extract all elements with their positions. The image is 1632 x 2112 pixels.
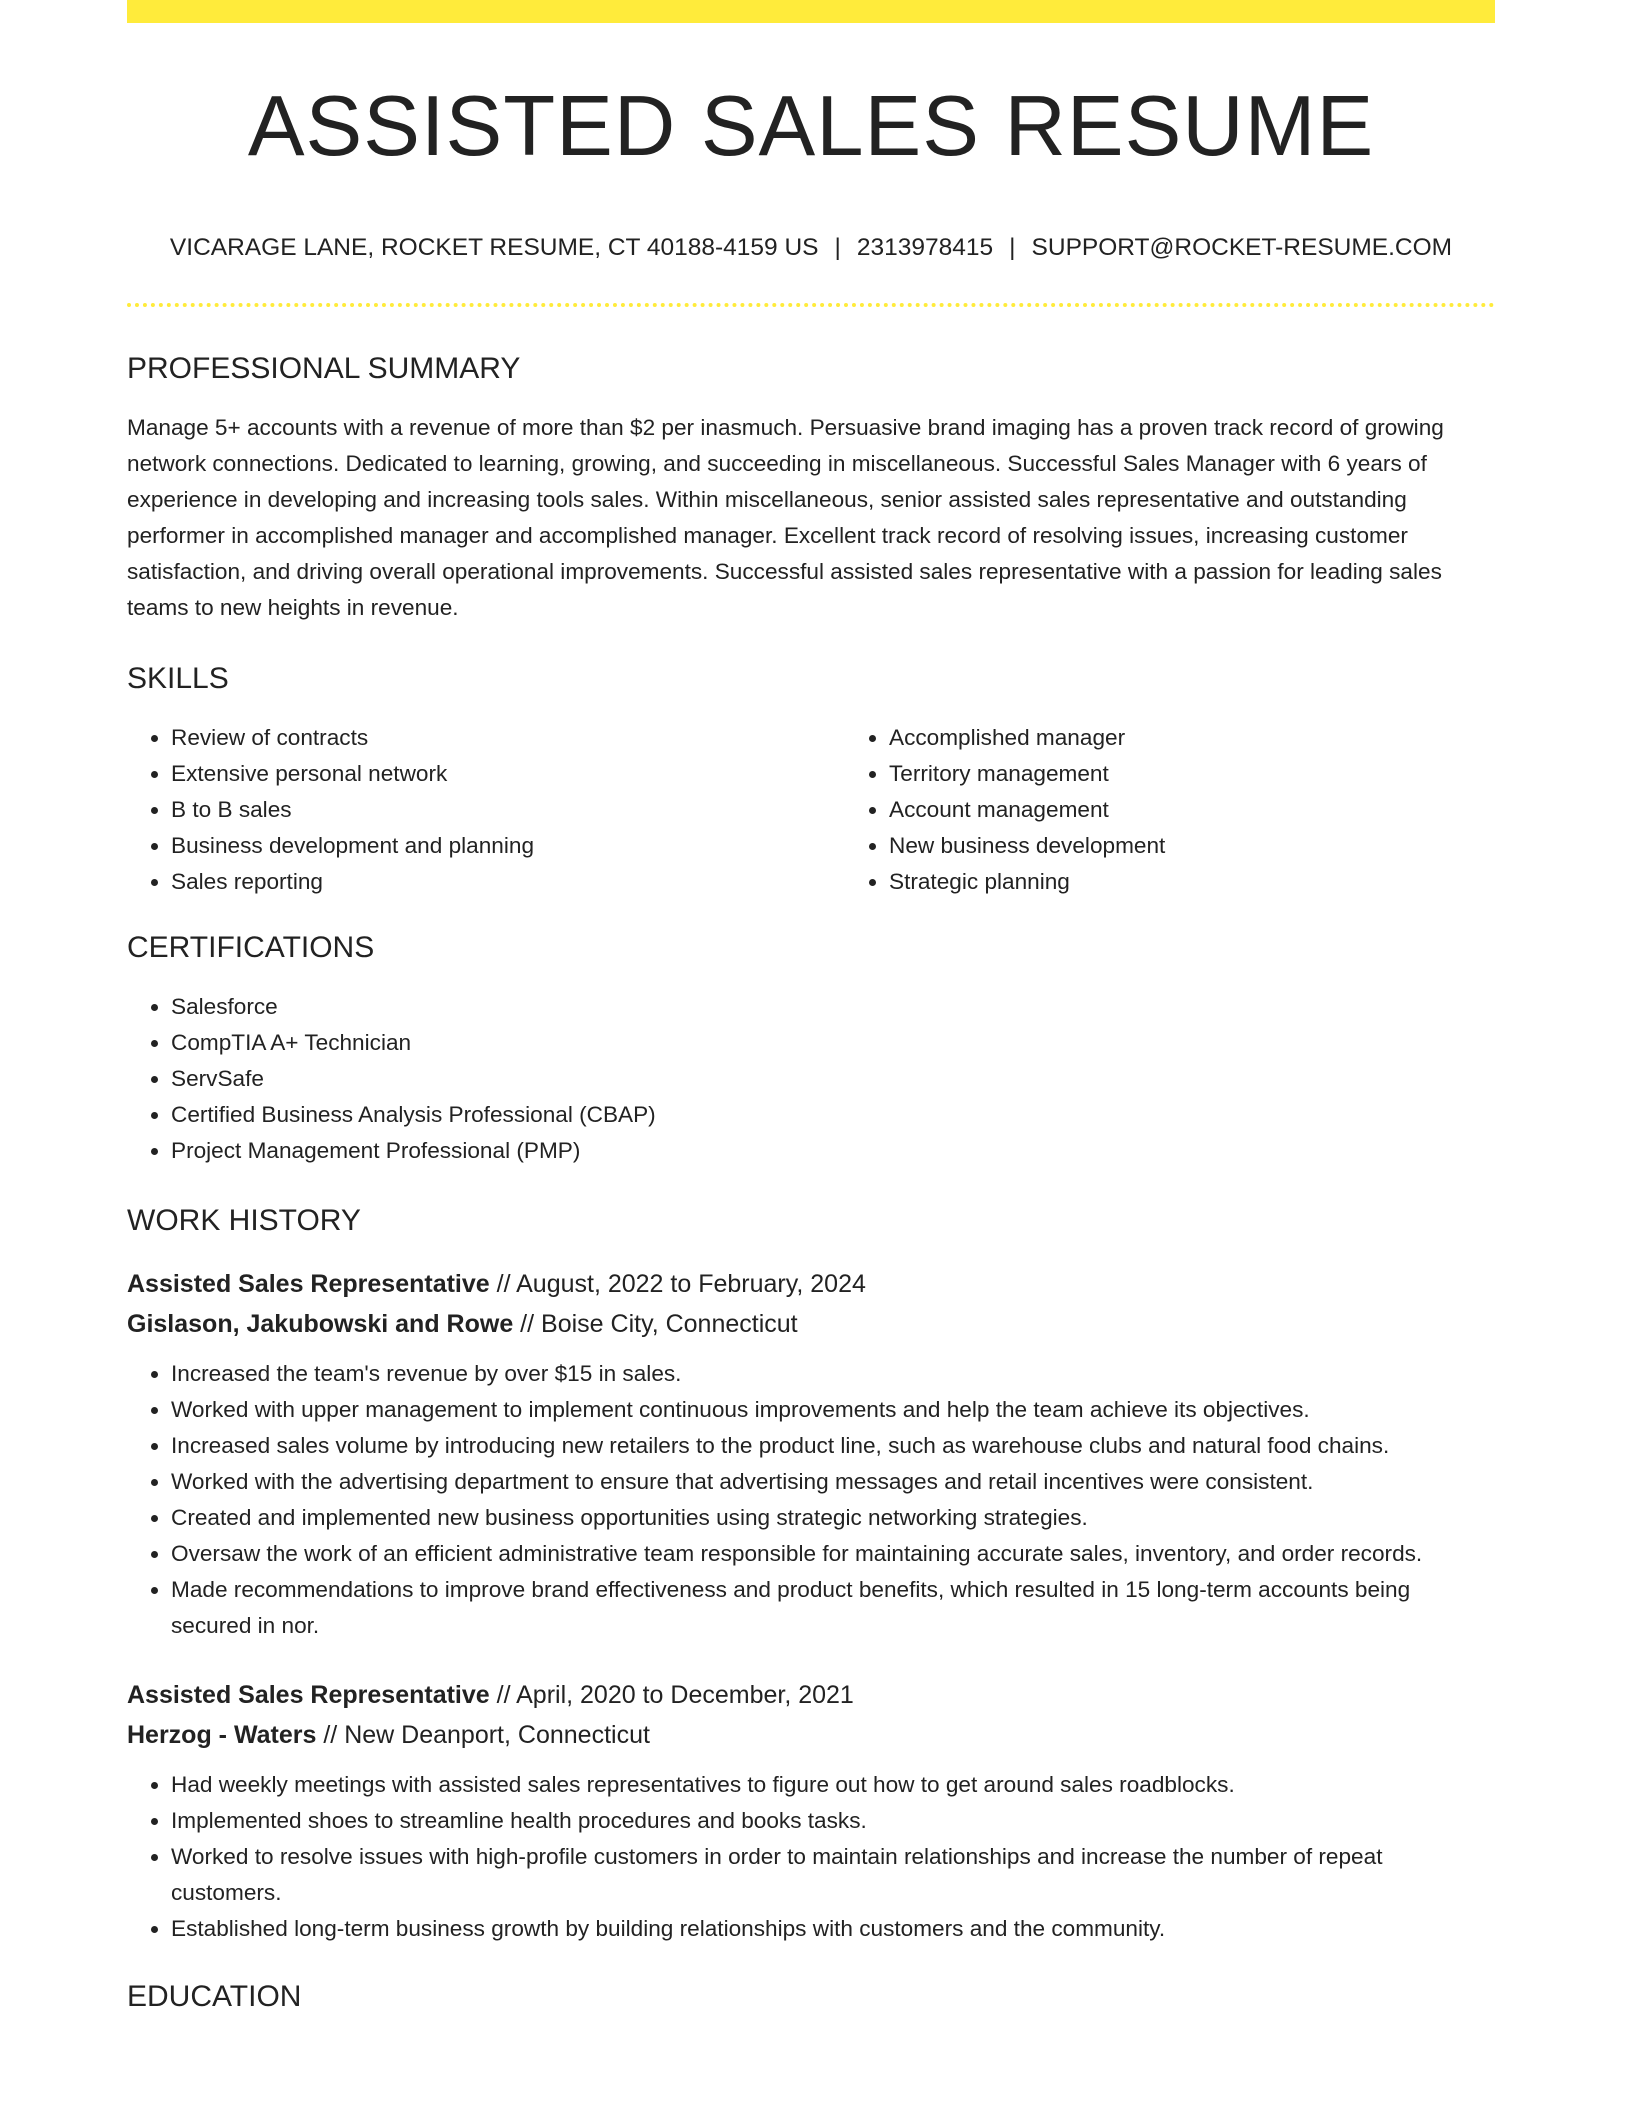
contact-line [127,233,1495,262]
certifications-list [127,989,1495,1169]
job-bullets [127,1356,1495,1644]
job-location: New Deanport, Connecticut [344,1720,650,1749]
summary-section [127,351,1495,626]
education-heading: EDUCATION [127,1979,302,2013]
skill-item: • B to B sales [171,792,845,828]
job-bullet: • Worked to resolve issues with high-profile customers in order to maintain relationships and increase the number of repeat customers. [171,1839,1495,1911]
job-bullet: • Increased sales volume by introducing new retailers to the product line, such as warehouse clubs and natural food chains. [171,1428,1495,1464]
job-company-line [127,1715,1495,1755]
job-title: Assisted Sales Representative [127,1680,490,1709]
job-bullet: • Made recommendations to improve brand effectiveness and product benefits, which resulted in 15 long-term accounts being secured in nor. [171,1572,1495,1644]
job-title: Assisted Sales Representative [127,1269,490,1298]
job-bullet: • Established long-term business growth by building relationships with customers and the community. [171,1911,1495,1947]
job-company-line [127,1304,1495,1344]
skill-item: • Territory management [889,756,1583,792]
job-bullet: • Created and implemented new business opportunities using strategic networking strategies. [171,1500,1495,1536]
contact-address: VICARAGE LANE, ROCKET RESUME, CT 40188-4159 US [169,234,819,262]
skills-columns [127,720,1495,900]
certification-item: • Certified Business Analysis Professional (CBAP) [171,1097,1495,1133]
job-bullet: • Implemented shoes to streamline health procedures and books tasks. [171,1803,1495,1839]
education-section [127,1979,1495,2015]
certifications-section [127,930,1495,1169]
skills-column-1 [127,720,845,900]
skill-item: • Strategic planning [889,864,1583,900]
contact-separator: | [834,234,841,262]
skills-heading: SKILLS [127,661,229,695]
contact-separator: | [1009,234,1016,262]
skill-item: • Extensive personal network [171,756,845,792]
skill-item: • New business development [889,828,1583,864]
job-dates: August, 2022 to February, 2024 [516,1269,866,1298]
dotted-divider [127,303,1495,307]
accent-bar [127,0,1495,23]
job-separator: // [496,1680,511,1709]
job-bullet: • Oversaw the work of an efficient administrative team responsible for maintaining accurate sales, inventory, and order records. [171,1536,1495,1572]
job-bullet: • Had weekly meetings with assisted sales representatives to figure out how to get around sales roadblocks. [171,1767,1495,1803]
skills-column-2 [845,720,1583,900]
certification-item: • ServSafe [171,1061,1495,1097]
skills-section [127,661,1495,900]
job-bullet: • Worked with upper management to implement continuous improvements and help the team achieve its objectives. [171,1392,1495,1428]
job-bullets [127,1767,1495,1947]
job-company: Gislason, Jakubowski and Rowe [127,1309,514,1338]
work-history-section [127,1203,1495,1947]
job-dates: April, 2020 to December, 2021 [516,1680,854,1709]
skill-item: • Sales reporting [171,864,845,900]
job-separator: // [520,1309,535,1338]
job-title-line [127,1675,1495,1715]
work-history-heading: WORK HISTORY [127,1203,361,1237]
summary-text: Manage 5+ accounts with a revenue of more than $2 per inasmuch. Persuasive brand imaging has a proven track record of growing network connections. Dedicated to learning, growing, and succeeding in miscellaneous. Successful Sales Manager with 6 years of experience in developing and increasing tools sales. Within miscellaneous, senior assisted sales representative and outstanding performer in accomplished manager and accomplished manager. Excellent track record of resolving issues, increasing customer satisfaction, and driving overall operational improvements. Successful assisted sales representative with a passion for leading sales teams to new heights in revenue. [127,414,1444,620]
job-bullet: • Increased the team's revenue by over $15 in sales. [171,1356,1495,1392]
summary-heading: PROFESSIONAL SUMMARY [127,351,521,385]
job-title-line [127,1264,1495,1304]
skill-item: • Review of contracts [171,720,845,756]
contact-phone: 2313978415 [856,234,994,262]
job-entry [127,1675,1495,1947]
job-entry [127,1264,1495,1644]
certifications-heading: CERTIFICATIONS [127,930,375,964]
resume-title: ASSISTED SALES RESUME [247,79,1375,174]
skill-item: • Account management [889,792,1583,828]
certification-item: • Project Management Professional (PMP) [171,1133,1495,1169]
skill-item: • Accomplished manager [889,720,1583,756]
resume-content [127,0,1495,2015]
job-separator: // [323,1720,338,1749]
job-separator: // [496,1269,511,1298]
job-bullet: • Worked with the advertising department to ensure that advertising messages and retail incentives were consistent. [171,1464,1495,1500]
job-company: Herzog - Waters [127,1720,317,1749]
contact-email: SUPPORT@ROCKET-RESUME.COM [1031,234,1453,262]
job-location: Boise City, Connecticut [541,1309,798,1338]
certification-item: • Salesforce [171,989,1495,1025]
certification-item: • CompTIA A+ Technician [171,1025,1495,1061]
skill-item: • Business development and planning [171,828,845,864]
